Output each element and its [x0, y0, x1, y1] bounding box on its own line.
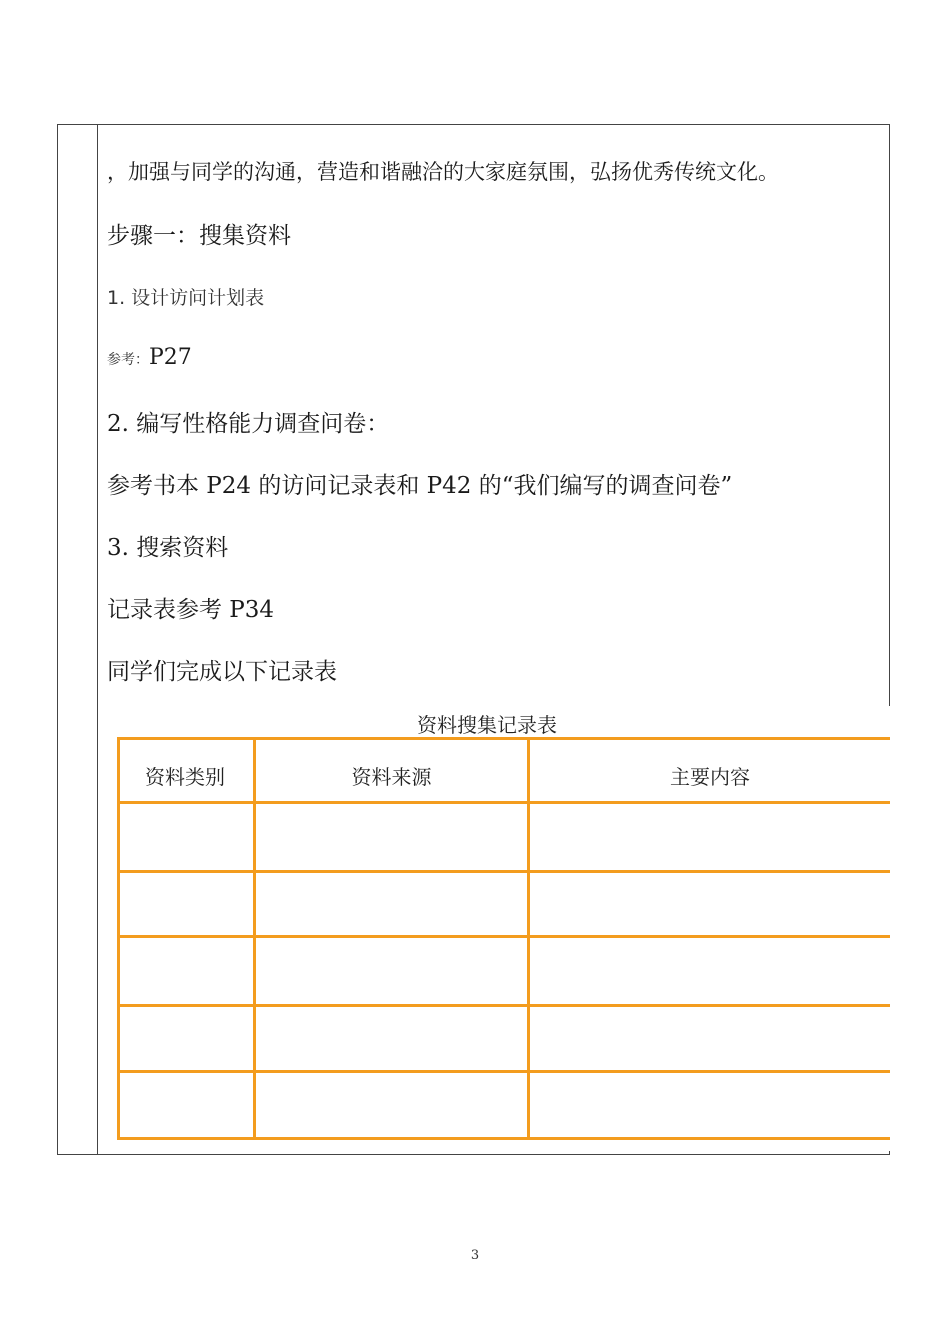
item-questionnaire: 2. 编写性格能力调查问卷： [107, 411, 390, 437]
reference-label: 参考： [107, 352, 149, 368]
header-category: 资料类别 [145, 765, 225, 789]
table-row-divider [117, 1070, 890, 1073]
table-row-divider [117, 870, 890, 873]
record-table-reference: 记录表参考 P34 [107, 597, 275, 623]
table-border-left [117, 737, 120, 1140]
item-design-plan: 1. 设计访问计划表 [107, 287, 265, 309]
table-border-top [117, 737, 890, 740]
table-col-divider [253, 737, 256, 1140]
instruction-complete-table: 同学们完成以下记录表 [107, 659, 337, 685]
table-col-divider [527, 737, 530, 1140]
table-header-divider [117, 801, 890, 804]
step-one-heading: 步骤一：搜集资料 [107, 223, 291, 249]
reference-line [107, 345, 192, 370]
item-search-materials: 3. 搜索资料 [107, 535, 229, 561]
page-number: 3 [470, 1248, 480, 1263]
intro-sentence: ，加强与同学的沟通，营造和谐融洽的大家庭氛围，弘扬优秀传统文化。 [107, 160, 779, 184]
reference-page: P27 [149, 345, 192, 370]
table-row-divider [117, 1004, 890, 1007]
questionnaire-reference: 参考书本 P24 的访问记录表和 P42 的“我们编写的调查问卷” [107, 473, 733, 499]
table-border-bottom [117, 1137, 890, 1140]
record-table [117, 737, 890, 1140]
record-table-title: 资料搜集记录表 [417, 713, 557, 737]
table-row-divider [117, 935, 890, 938]
header-source: 资料来源 [351, 765, 432, 789]
left-column-divider [97, 124, 98, 1155]
header-main-content: 主要内容 [670, 765, 750, 789]
